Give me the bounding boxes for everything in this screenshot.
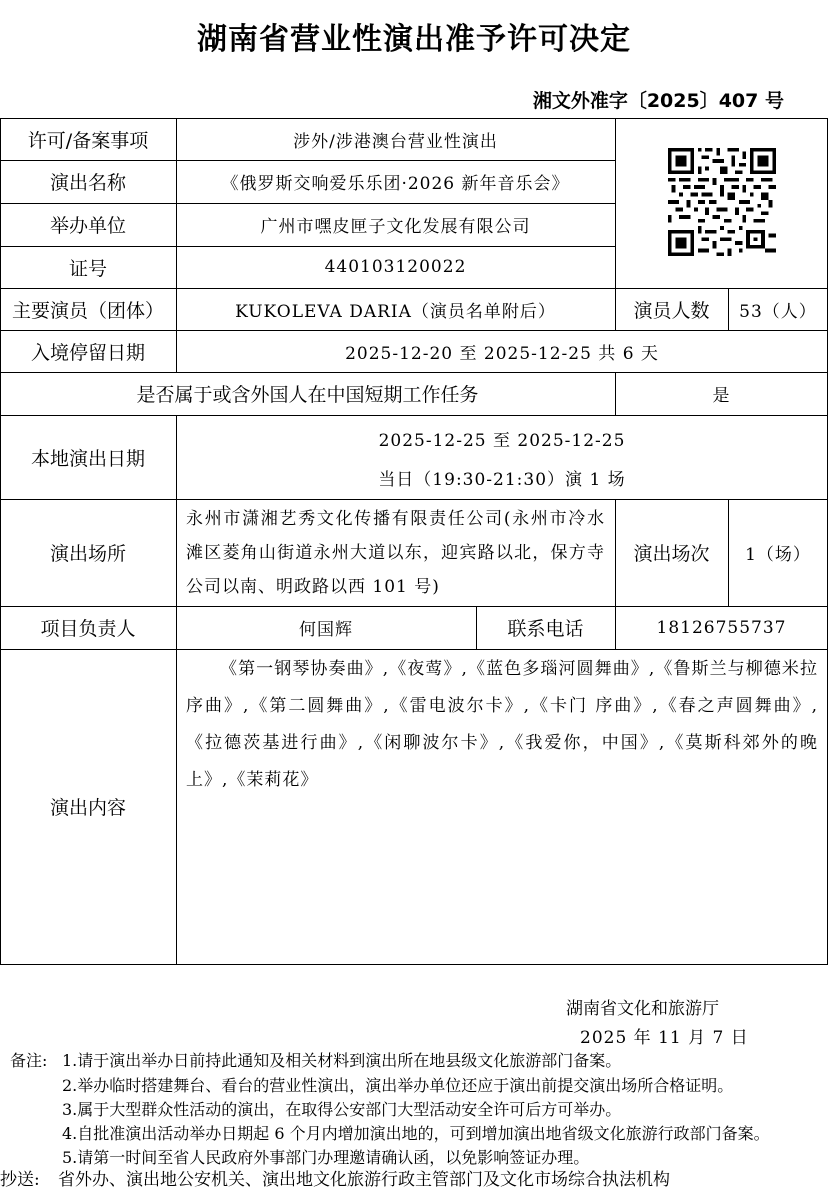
venue-label: 演出场所 [49, 543, 126, 565]
note-item: 2.举办临时搭建舞台、看台的营业性演出，演出举办单位还应于演出前提交演出场所合格证明。 [62, 1076, 734, 1095]
item-label: 许可/备案事项 [27, 129, 149, 152]
qr-code-icon [668, 148, 776, 256]
local-date-label: 本地演出日期 [30, 447, 145, 470]
manager-label: 项目负责人 [40, 618, 136, 640]
notes-label: 备注: [10, 1051, 48, 1070]
note-item: 3.属于大型群众性活动的演出，在取得公安部门大型活动安全许可后方可举办。 [62, 1100, 622, 1119]
performer-count-value: 53（人） [739, 301, 817, 322]
license-label: 证号 [68, 257, 107, 280]
cc-value: 省外办、演出地公安机关、演出地文化旅游行政主管部门及文化市场综合执法机构 [58, 1170, 670, 1190]
foreign-work-value: 是 [712, 386, 731, 406]
venue-value: 永州市潇湘艺秀文化传播有限责任公司(永州市冷水滩区菱角山街道永州大道以东，迎宾路以北，保方寺公司以南、明政路以西 101 号) [186, 508, 605, 597]
note-item: 4.自批准演出活动举办日期起 6 个月内增加演出地的，可到增加演出地省级文化旅游行政部门备案。 [62, 1124, 770, 1143]
performer-value: KUKOLEVA DARIA（演员名单附后） [235, 301, 556, 322]
content-value-cell [186, 651, 818, 799]
issuer: 湖南省文化和旅游厅 [566, 999, 719, 1019]
show-name-value: 《俄罗斯交响爱乐乐团·2026 新年音乐会》 [221, 174, 570, 194]
performer-count-label: 演员人数 [633, 299, 710, 322]
sessions-value: 1（场） [745, 545, 811, 565]
show-name-label: 演出名称 [49, 172, 126, 194]
content-label: 演出内容 [49, 797, 126, 819]
phone-label: 联系电话 [507, 618, 584, 640]
sessions-label: 演出场次 [633, 543, 710, 565]
note-item: 5.请第一时间至省人民政府外事部门办理邀请确认函，以免影响签证办理。 [62, 1148, 590, 1167]
document-number: 湘文外准字〔2025〕407 号 [532, 90, 784, 112]
manager-value: 何国辉 [299, 620, 353, 640]
organizer-value: 广州市嘿皮匣子文化发展有限公司 [260, 217, 531, 237]
performer-label: 主要演员（团体） [11, 299, 164, 322]
content-value: 《第一钢琴协奏曲》,《夜莺》,《蓝色多瑙河圆舞曲》,《鲁斯兰与柳德米拉序曲》,《第二圆舞曲》,《雷电波尔卡》,《卡门 序曲》,《春之声圆舞曲》,《拉德茨基进行曲》,《闲聊波尔卡》,《我爱你，中国》,《莫斯科郊外的晚上》,《茉莉花》 [186, 659, 818, 790]
note-item: 1.请于演出举办日前持此通知及相关材料到演出所在地县级文化旅游部门备案。 [62, 1051, 622, 1070]
local-date-line1: 2025-12-25 至 2025-12-25 [378, 430, 626, 451]
issue-date: 2025 年 11 月 7 日 [580, 1028, 749, 1048]
item-value: 涉外/涉港澳台营业性演出 [293, 131, 498, 152]
page-title: 湖南省营业性演出准予许可决定 [197, 22, 631, 57]
organizer-label: 举办单位 [49, 215, 126, 237]
stay-label: 入境停留日期 [30, 341, 145, 364]
cc-label: 抄送: [0, 1170, 40, 1190]
foreign-work-label: 是否属于或含外国人在中国短期工作任务 [136, 384, 479, 406]
local-date-line2: 当日（19:30-21:30）演 1 场 [378, 469, 626, 490]
venue-value-cell [176, 499, 615, 606]
phone-value: 18126755737 [656, 617, 787, 638]
stay-value: 2025-12-20 至 2025-12-25 共 6 天 [345, 343, 659, 364]
license-value: 440103120022 [324, 257, 467, 277]
